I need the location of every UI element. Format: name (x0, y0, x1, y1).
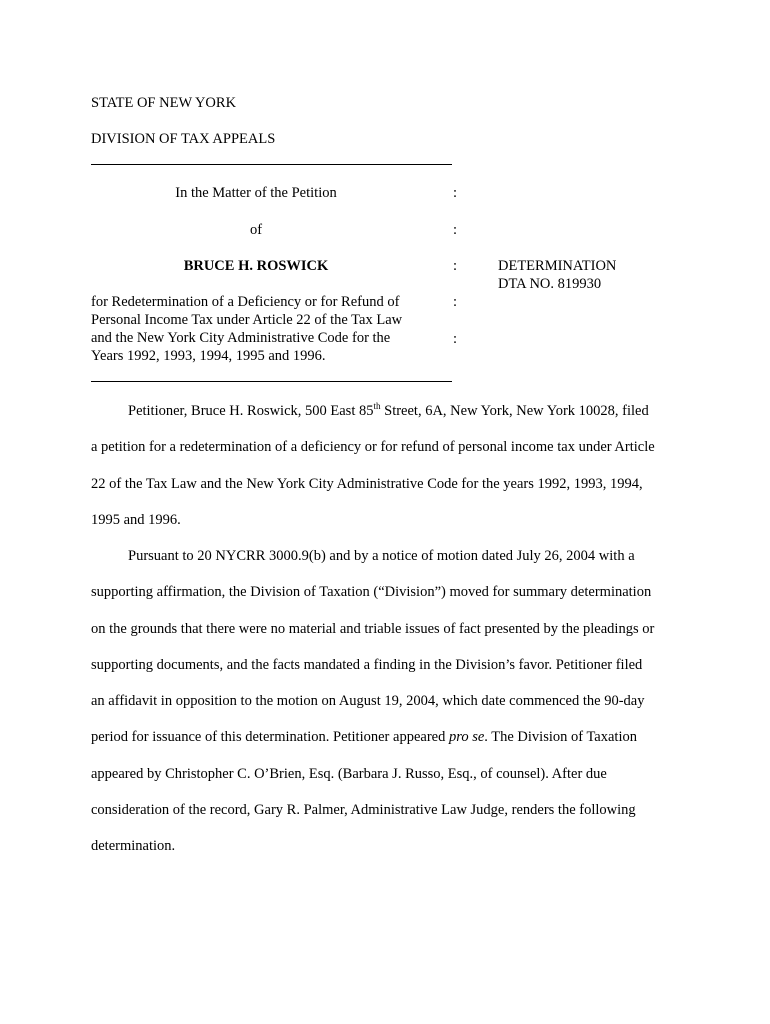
caption-purpose (91, 293, 402, 365)
caption-purpose-line: Years 1992, 1993, 1994, 1995 and 1996. (91, 348, 326, 364)
paragraph-2-line (91, 719, 681, 755)
caption-bottom-rule (91, 381, 452, 382)
text-span: period for issuance of this determination. Petitioner appeared (91, 729, 449, 746)
paragraph-2-line: Pursuant to 20 NYCRR 3000.9(b) and by a notice of motion dated July 26, 2004 with a (128, 548, 635, 564)
caption-matter: In the Matter of the Petition (175, 185, 337, 201)
caption-colon-2: : (453, 222, 458, 238)
caption-top-rule (91, 164, 452, 165)
text-span: Petitioner, Bruce H. Roswick, 500 East 85 (128, 403, 374, 419)
caption-colon-4: : (453, 294, 458, 310)
paragraph-2-line: consideration of the record, Gary R. Palmer, Administrative Law Judge, renders the following (91, 802, 636, 819)
paragraph-2-line: appeared by Christopher C. O’Brien, Esq. (Barbara J. Russo, Esq., of counsel). After due (91, 765, 607, 782)
italic-pro-se: pro se (448, 729, 485, 746)
caption-purpose-line: and the New York City Administrative Code for the (91, 330, 391, 346)
caption-of: of (249, 222, 263, 238)
text-span: Street, 6A, New York, New York 10028, filed (380, 403, 649, 419)
paragraph-1-line: 22 of the Tax Law and the New York City Administrative Code for the years 1992, 1993, 1994, (91, 475, 643, 492)
superscript: th (373, 401, 381, 412)
paragraph-2-line: determination. (91, 838, 176, 855)
paragraph-1-line (91, 393, 681, 429)
paragraph-1-line: 1995 and 1996. (91, 511, 181, 528)
paragraph-2-line: on the grounds that there were no material and triable issues of fact presented by the pleadings or (91, 620, 655, 637)
dta-number: DTA NO. 819930 (498, 276, 602, 292)
division-heading: DIVISION OF TAX APPEALS (91, 131, 276, 147)
paragraph-1 (91, 393, 681, 538)
paragraph-1-line: a petition for a redetermination of a deficiency or for refund of personal income tax under Article (91, 439, 655, 456)
caption-purpose-line: for Redetermination of a Deficiency or for Refund of (91, 294, 400, 310)
paragraph-2-line: an affidavit in opposition to the motion on August 19, 2004, which date commenced the 90-day (91, 693, 645, 710)
paragraph-2-line: supporting documents, and the facts mandated a finding in the Division’s favor. Petitioner filed (91, 656, 643, 673)
paragraph-2-line: supporting affirmation, the Division of Taxation (“Division”) moved for summary determination (91, 584, 652, 601)
caption-purpose-line: Personal Income Tax under Article 22 of the Tax Law (91, 312, 403, 328)
paragraph-2 (91, 538, 681, 865)
caption-petitioner-name: BRUCE H. ROSWICK (183, 258, 329, 274)
state-heading: STATE OF NEW YORK (91, 95, 237, 111)
caption-colon-3: : (453, 258, 458, 274)
caption-colon-5: : (453, 331, 458, 347)
caption-colon-1: : (453, 185, 458, 201)
text-span: . The Division of Taxation (484, 729, 637, 746)
document-type: DETERMINATION (498, 258, 617, 274)
